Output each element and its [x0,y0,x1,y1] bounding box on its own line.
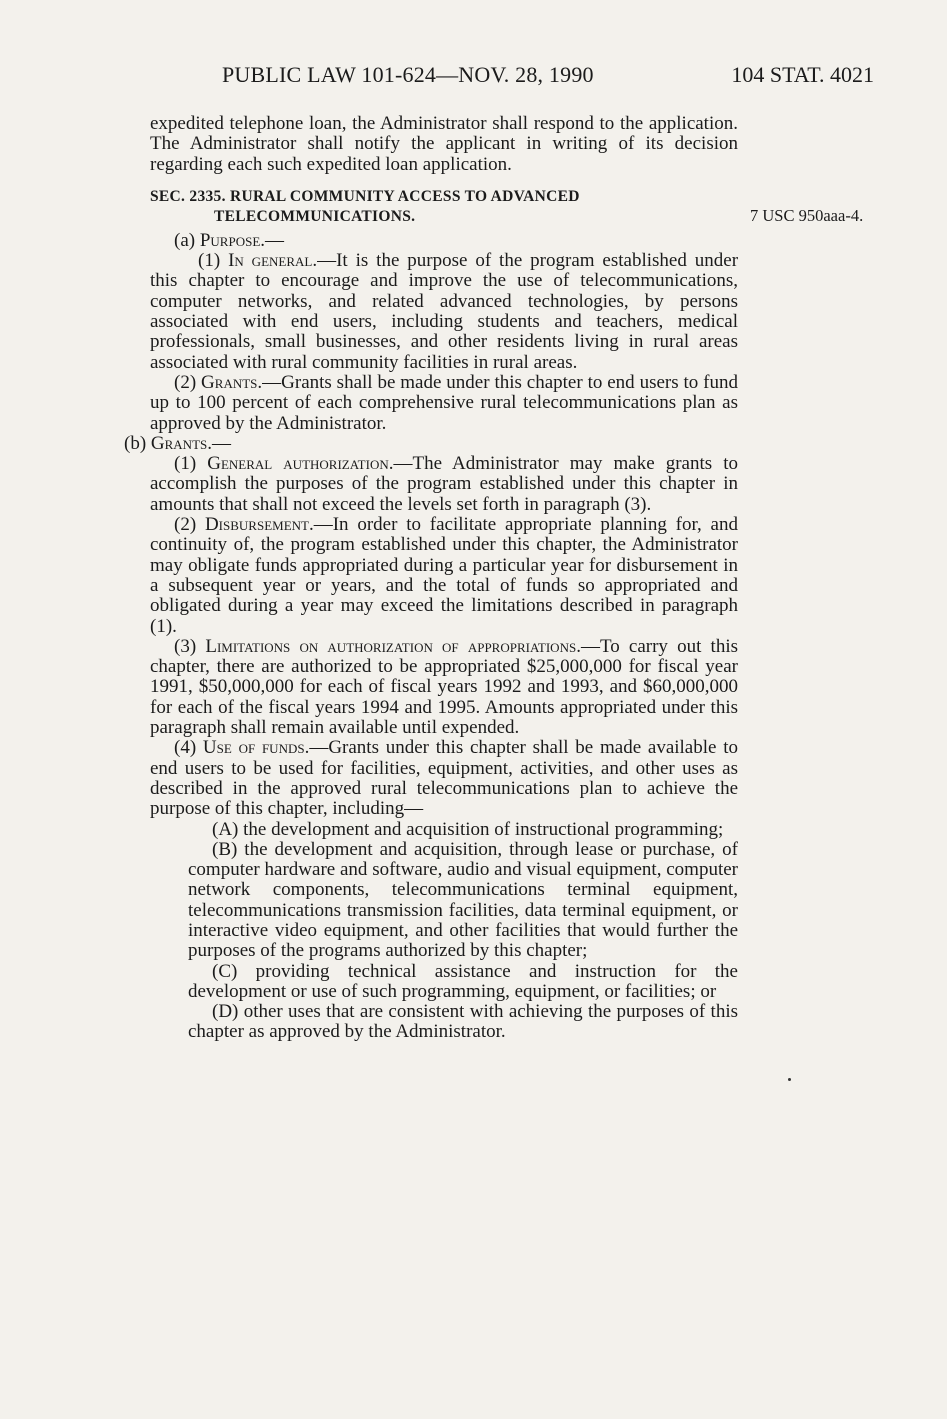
item-b: (B) the development and acquisition, through lease or purchase, of computer hardware and software, audio and visual equipment, computer network components, telecommunications terminal equipment, telecommunications transmission facilities, data terminal equipment, or interactive video equipment, and other facilities that would further the purposes of the programs authorized by this chapter; [188,838,738,962]
subsection-b-heading: (b) Grants.— [124,432,231,454]
subsection-a-heading: (a) Purpose.— [174,229,285,251]
scan-speck [788,1078,791,1081]
paragraph-a1: (1) In general.—It is the purpose of the program established under this chapter to encourage and improve the use of telecommunications, computer networks, and related advanced technologies, by persons associated with end users, including students and teachers, medical professionals, small businesses, and other residents living in rural areas associated with rural community facilities in rural areas. [150,250,739,373]
paragraph-b4: (4) Use of funds.—Grants under this chapter shall be made available to end users to be used for facilities, equipment, activities, and other uses as described in the approved rural telecommunications plan to achieve the purpose of this chapter, including— [150,737,738,820]
item-c: (C) providing technical assistance and instruction for the development or use of such programming, equipment, or facilities; or [188,960,738,1002]
continuation-paragraph: expedited telephone loan, the Administrator shall respond to the application. The Administrator shall notify the applicant in writing of its decision regarding each such expedited loan application. [150,113,738,175]
paragraph-b2: (2) Disbursement.—In order to facilitate appropriate planning for, and continuity of, the program established under this chapter, the Administrator may obligate funds appropriated during a particular year for disbursement in a subsequent year or years, and the total of funds so appropriated and obligated during a year may exceed the limitations described in paragraph (1). [150,514,738,637]
statute-text [124,113,739,1043]
stat-page-number: 104 STAT. 4021 [731,62,874,87]
section-heading: SEC. 2335. RURAL COMMUNITY ACCESS TO ADVANCED TELECOMMUNICATIONS. [150,187,580,225]
paragraph-b3: (3) Limitations on authorization of appropriations.—To carry out this chapter, there are authorized to be appropriated $25,000,000 for fiscal year 1991, $50,000,000 for each of fiscal years 1992 and 1993, and $60,000,000 for each of the fiscal years 1994 and 1995. Amounts appropriated under this paragraph shall remain available until expended. [150,635,739,739]
paragraph-b1: (1) General authorization.—The Administrator may make grants to accomplish the purposes of the program established under this chapter in amounts that shall not exceed the levels set forth in paragraph (3). [150,453,739,515]
paragraph-a2: (2) Grants.—Grants shall be made under this chapter to end users to fund up to 100 percent of each comprehensive rural telecommunications plan as approved by the Administrator. [150,371,738,434]
usc-margin-note: 7 USC 950aaa-4. [750,206,864,225]
item-a: (A) the development and acquisition of instructional programming; [212,818,724,840]
running-header-title: PUBLIC LAW 101-624—NOV. 28, 1990 [222,62,594,87]
item-d: (D) other uses that are consistent with achieving the purposes of this chapter as approved by the Administrator. [188,1001,738,1043]
